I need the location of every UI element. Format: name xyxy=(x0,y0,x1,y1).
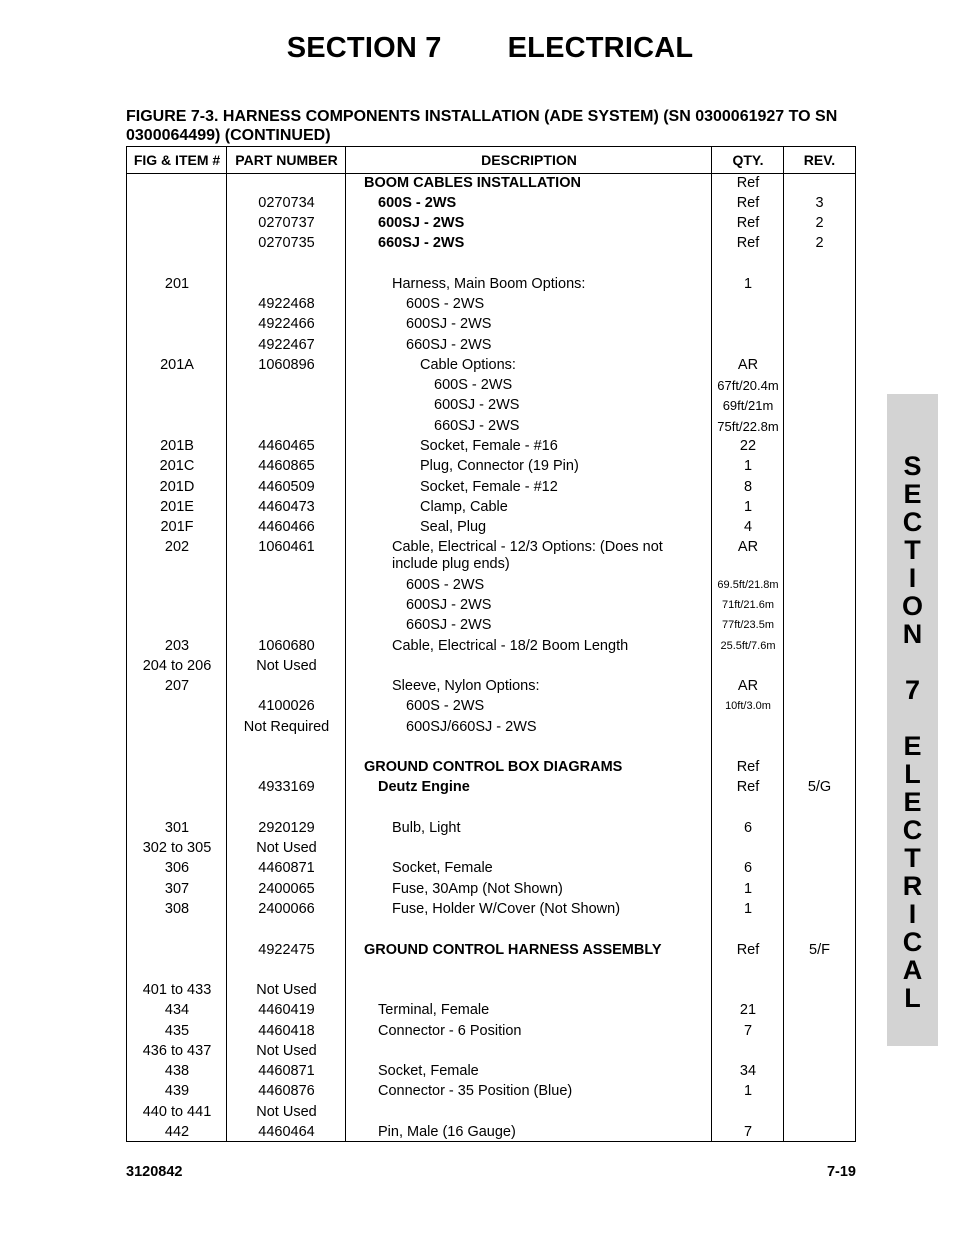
rev-cell: 5/G xyxy=(807,779,832,795)
table-row xyxy=(127,1043,855,1060)
table-row xyxy=(127,759,855,776)
part-number-cell: 4933169 xyxy=(258,779,315,795)
rev-cell xyxy=(784,276,855,293)
description-cell: Sleeve, Nylon Options: xyxy=(392,678,540,694)
item-cell: 442 xyxy=(164,1124,190,1140)
qty-cell: Ref xyxy=(736,759,760,775)
section-heading: SECTION 7 ELECTRICAL xyxy=(286,32,694,64)
rev-cell: 2 xyxy=(815,235,824,251)
rev-cell: 2 xyxy=(815,215,824,231)
part-number-cell xyxy=(227,597,346,614)
qty-cell: Ref xyxy=(736,195,760,211)
part-number-cell xyxy=(227,577,346,594)
item-cell xyxy=(127,942,227,959)
description-cell: 600SJ - 2WS xyxy=(406,316,492,332)
description-cell: Harness, Main Boom Options: xyxy=(392,276,586,292)
item-cell xyxy=(127,316,227,333)
part-number-cell: 2400066 xyxy=(258,901,315,917)
rev-cell xyxy=(784,357,855,374)
side-tab-letter: C xyxy=(902,927,923,957)
rev-cell xyxy=(784,901,855,918)
part-number-cell: Not Used xyxy=(256,658,317,674)
qty-cell: 7 xyxy=(743,1124,753,1140)
table-row xyxy=(127,479,855,496)
part-number-cell: 4100026 xyxy=(258,698,315,714)
part-number-cell: 0270734 xyxy=(258,195,315,211)
item-cell: 203 xyxy=(164,638,190,654)
part-number-cell: 4460465 xyxy=(258,438,315,454)
side-tab-letter: O xyxy=(901,591,923,621)
table-row xyxy=(127,860,855,877)
qty-cell: 1 xyxy=(743,499,753,515)
rev-cell xyxy=(784,438,855,455)
rev-cell xyxy=(784,658,855,675)
qty-cell: 25.5ft/7.6m xyxy=(720,640,776,652)
part-number-cell: 2400065 xyxy=(258,881,315,897)
item-cell xyxy=(127,397,227,414)
item-cell xyxy=(127,215,227,232)
column-header-rev: REV. xyxy=(803,152,836,168)
qty-cell: 1 xyxy=(743,458,753,474)
qty-cell: 77ft/23.5m xyxy=(722,619,774,631)
table-row xyxy=(127,215,855,232)
rev-cell: 3 xyxy=(815,195,824,211)
table-row xyxy=(127,1063,855,1080)
item-cell: 204 to 206 xyxy=(142,658,212,674)
item-cell xyxy=(127,698,227,715)
qty-cell: 75ft/22.8m xyxy=(717,419,779,434)
qty-cell: 10ft/3.0m xyxy=(725,700,771,712)
qty-cell: 8 xyxy=(743,479,753,495)
rev-cell xyxy=(784,982,855,999)
column-header-qty: QTY. xyxy=(732,152,764,168)
item-cell: 434 xyxy=(164,1002,190,1018)
description-cell xyxy=(346,840,712,857)
item-cell: 436 to 437 xyxy=(142,1043,212,1059)
table-row xyxy=(127,942,855,959)
item-cell: 201B xyxy=(160,438,194,454)
qty-cell: 67ft/20.4m xyxy=(717,378,779,393)
qty-cell: Ref xyxy=(736,215,760,231)
section-side-tab xyxy=(887,394,938,1046)
description-cell: 600SJ - 2WS xyxy=(434,397,520,413)
rev-cell xyxy=(784,458,855,475)
part-number-cell: 4460466 xyxy=(258,519,315,535)
rev-cell xyxy=(784,418,855,435)
rev-cell xyxy=(784,678,855,695)
qty-cell: Ref xyxy=(736,942,760,958)
part-number-cell xyxy=(227,678,346,695)
description-cell xyxy=(346,982,712,999)
description-cell: 600S - 2WS xyxy=(378,195,457,211)
rev-cell xyxy=(784,698,855,715)
rev-cell xyxy=(784,759,855,776)
part-number-cell: 0270737 xyxy=(258,215,315,231)
item-cell xyxy=(127,377,227,394)
part-number-cell: Not Used xyxy=(256,1043,317,1059)
rev-cell xyxy=(784,397,855,414)
qty-cell xyxy=(712,982,784,999)
part-number-cell xyxy=(227,759,346,776)
table-row xyxy=(127,577,855,594)
table-row xyxy=(127,719,855,736)
rev-cell xyxy=(784,1104,855,1121)
item-cell: 308 xyxy=(164,901,190,917)
item-cell xyxy=(127,759,227,776)
qty-cell: Ref xyxy=(736,175,760,191)
part-number-cell xyxy=(227,397,346,414)
rev-cell xyxy=(784,377,855,394)
description-cell: Seal, Plug xyxy=(420,519,487,535)
side-tab-letter: T xyxy=(904,535,921,565)
side-tab-letter: A xyxy=(902,955,923,985)
table-row xyxy=(127,779,855,796)
side-tab-letter: L xyxy=(904,759,921,789)
item-cell xyxy=(127,195,227,212)
document-number: 3120842 xyxy=(126,1164,183,1180)
table-row xyxy=(127,235,855,252)
column-header-item: FIG & ITEM # xyxy=(133,152,221,168)
table-row xyxy=(127,458,855,475)
rev-cell xyxy=(784,1124,855,1141)
description-cell: Bulb, Light xyxy=(392,820,461,836)
side-tab-letter: E xyxy=(903,731,922,761)
qty-cell: 69ft/21m xyxy=(722,398,774,413)
side-tab-letter: N xyxy=(902,619,923,649)
item-cell xyxy=(127,296,227,313)
item-cell xyxy=(127,337,227,354)
item-cell: 440 to 441 xyxy=(142,1104,212,1120)
side-tab-letter: I xyxy=(908,899,917,929)
side-tab-letter: C xyxy=(902,815,923,845)
item-cell: 207 xyxy=(164,678,190,694)
part-number-cell: Not Used xyxy=(256,840,317,856)
qty-cell: 6 xyxy=(743,860,753,876)
part-number-cell: Not Used xyxy=(256,982,317,998)
part-number-cell: 4460418 xyxy=(258,1023,315,1039)
rev-cell xyxy=(784,337,855,354)
table-row xyxy=(127,175,855,192)
part-number-cell: 4460876 xyxy=(258,1083,315,1099)
item-cell: 307 xyxy=(164,881,190,897)
description-cell: Clamp, Cable xyxy=(420,499,508,515)
side-tab-letter: E xyxy=(903,787,922,817)
item-cell xyxy=(127,235,227,252)
figure-title: FIGURE 7-3. HARNESS COMPONENTS INSTALLATION (ADE SYSTEM) (SN 0300061927 TO SN 0300064499) (CONTINUED) xyxy=(126,108,838,144)
table-row xyxy=(127,1002,855,1019)
item-cell: 201D xyxy=(159,479,195,495)
description-cell: Socket, Female - #12 xyxy=(420,479,558,495)
description-cell: Cable Options: xyxy=(420,357,516,373)
part-number-cell: 0270735 xyxy=(258,235,315,251)
item-cell: 439 xyxy=(164,1083,190,1099)
qty-cell: 71ft/21.6m xyxy=(722,599,774,611)
side-tab-letter: C xyxy=(902,507,923,537)
description-cell: GROUND CONTROL HARNESS ASSEMBLY xyxy=(364,942,662,958)
table-header xyxy=(127,147,855,174)
qty-cell: 1 xyxy=(743,901,753,917)
side-tab-letter: 7 xyxy=(904,675,921,705)
table-row xyxy=(127,195,855,212)
description-cell: Terminal, Female xyxy=(378,1002,490,1018)
description-cell: Fuse, Holder W/Cover (Not Shown) xyxy=(392,901,621,917)
description-cell: 660SJ - 2WS xyxy=(406,617,492,633)
table-row xyxy=(127,296,855,313)
part-number-cell: 1060680 xyxy=(258,638,315,654)
description-cell xyxy=(346,1043,712,1060)
description-cell: Cable, Electrical - 18/2 Boom Length xyxy=(392,638,629,654)
item-cell: 202 xyxy=(164,539,190,555)
part-number-cell: 4460464 xyxy=(258,1124,315,1140)
qty-cell: AR xyxy=(737,678,759,694)
part-number-cell: 4922468 xyxy=(258,296,315,312)
part-number-cell: 4460419 xyxy=(258,1002,315,1018)
part-number-cell: Not Required xyxy=(243,719,330,735)
description-cell: 600SJ/660SJ - 2WS xyxy=(406,719,537,735)
side-tab-letter: E xyxy=(903,479,922,509)
table-row xyxy=(127,499,855,516)
part-number-cell: 4460865 xyxy=(258,458,315,474)
description-cell: Deutz Engine xyxy=(378,779,470,795)
item-cell: 302 to 305 xyxy=(142,840,212,856)
part-number-cell xyxy=(227,418,346,435)
rev-cell xyxy=(784,1043,855,1060)
qty-cell: 7 xyxy=(743,1023,753,1039)
table-row xyxy=(127,1083,855,1100)
item-cell xyxy=(127,577,227,594)
table-row xyxy=(127,337,855,354)
rev-cell xyxy=(784,479,855,496)
table-row xyxy=(127,597,855,614)
rev-cell xyxy=(784,499,855,516)
part-number-cell: Not Used xyxy=(256,1104,317,1120)
rev-cell xyxy=(784,539,855,573)
description-cell: BOOM CABLES INSTALLATION xyxy=(364,175,581,191)
rev-cell xyxy=(784,175,855,192)
column-header-description: DESCRIPTION xyxy=(481,152,577,168)
parts-table xyxy=(126,146,856,1142)
description-cell: Plug, Connector (19 Pin) xyxy=(420,458,579,474)
rev-cell xyxy=(784,881,855,898)
rev-cell xyxy=(784,840,855,857)
qty-cell: 1 xyxy=(743,1083,753,1099)
description-cell: Socket, Female xyxy=(378,1063,479,1079)
description-cell: GROUND CONTROL BOX DIAGRAMS xyxy=(364,759,623,775)
item-cell xyxy=(127,617,227,634)
item-cell xyxy=(127,719,227,736)
qty-cell: 1 xyxy=(743,881,753,897)
table-row xyxy=(127,658,855,675)
part-number-cell: 4460871 xyxy=(258,1063,315,1079)
qty-cell: 22 xyxy=(739,438,757,454)
item-cell: 401 to 433 xyxy=(142,982,212,998)
description-cell xyxy=(346,1104,712,1121)
qty-cell: 4 xyxy=(743,519,753,535)
part-number-cell: 4460871 xyxy=(258,860,315,876)
item-cell xyxy=(127,779,227,796)
description-cell: 660SJ - 2WS xyxy=(378,235,465,251)
rev-cell xyxy=(784,1023,855,1040)
qty-cell: 21 xyxy=(739,1002,757,1018)
table-row xyxy=(127,397,855,414)
part-number-cell: 1060896 xyxy=(258,357,315,373)
page-number: 7-19 xyxy=(826,1164,856,1180)
description-cell: 600SJ - 2WS xyxy=(378,215,465,231)
part-number-cell: 4922475 xyxy=(258,942,315,958)
description-cell: Connector - 6 Position xyxy=(378,1023,522,1039)
table-row xyxy=(127,438,855,455)
description-cell xyxy=(346,658,712,675)
table-row xyxy=(127,698,855,715)
qty-cell xyxy=(712,658,784,675)
part-number-cell: 2920129 xyxy=(258,820,315,836)
qty-cell xyxy=(712,719,784,736)
rev-cell xyxy=(784,1002,855,1019)
table-row xyxy=(127,519,855,536)
table-row xyxy=(127,276,855,293)
rev-cell xyxy=(784,519,855,536)
table-row xyxy=(127,1104,855,1121)
description-cell: Cable, Electrical - 12/3 Options: (Does not include plug ends) xyxy=(392,539,663,572)
side-tab-letter: S xyxy=(903,451,922,481)
item-cell xyxy=(127,418,227,435)
part-number-cell: 4922466 xyxy=(258,316,315,332)
side-tab-letter: I xyxy=(908,563,917,593)
rev-cell xyxy=(784,638,855,655)
item-cell: 201F xyxy=(160,519,194,535)
description-cell: Socket, Female - #16 xyxy=(420,438,558,454)
item-cell: 438 xyxy=(164,1063,190,1079)
part-number-cell: 4922467 xyxy=(258,337,315,353)
description-cell: Fuse, 30Amp (Not Shown) xyxy=(392,881,563,897)
qty-cell: Ref xyxy=(736,235,760,251)
item-cell: 306 xyxy=(164,860,190,876)
description-cell: 660SJ - 2WS xyxy=(406,337,492,353)
rev-cell xyxy=(784,316,855,333)
qty-cell xyxy=(712,337,784,354)
table-row xyxy=(127,357,855,374)
qty-cell xyxy=(712,296,784,313)
qty-cell: 6 xyxy=(743,820,753,836)
description-cell: Connector - 35 Position (Blue) xyxy=(378,1083,573,1099)
rev-cell xyxy=(784,860,855,877)
part-number-cell: 4460509 xyxy=(258,479,315,495)
part-number-cell: 1060461 xyxy=(258,539,315,555)
table-row xyxy=(127,377,855,394)
part-number-cell xyxy=(227,617,346,634)
item-cell xyxy=(127,175,227,192)
description-cell: 660SJ - 2WS xyxy=(434,418,520,434)
qty-cell: AR xyxy=(737,357,759,373)
rev-cell xyxy=(784,296,855,313)
item-cell xyxy=(127,597,227,614)
item-cell: 301 xyxy=(164,820,190,836)
description-cell: 600S - 2WS xyxy=(406,577,485,593)
table-row xyxy=(127,840,855,857)
table-row xyxy=(127,881,855,898)
table-row xyxy=(127,1124,855,1141)
rev-cell: 5/F xyxy=(809,942,830,958)
item-cell: 201E xyxy=(160,499,194,515)
description-cell: 600S - 2WS xyxy=(406,296,485,312)
rev-cell xyxy=(784,577,855,594)
description-cell: Pin, Male (16 Gauge) xyxy=(378,1124,516,1140)
side-tab-letter: T xyxy=(904,843,921,873)
table-row xyxy=(127,316,855,333)
side-tab-letter: L xyxy=(904,983,921,1013)
qty-cell: AR xyxy=(737,539,759,555)
item-cell: 435 xyxy=(164,1023,190,1039)
qty-cell: 1 xyxy=(743,276,753,292)
rev-cell xyxy=(784,719,855,736)
table-row xyxy=(127,982,855,999)
qty-cell xyxy=(712,316,784,333)
description-cell: Socket, Female xyxy=(392,860,493,876)
rev-cell xyxy=(784,597,855,614)
part-number-cell xyxy=(227,175,346,192)
part-number-cell xyxy=(227,377,346,394)
part-number-cell xyxy=(227,276,346,293)
item-cell: 201C xyxy=(159,458,195,474)
table-row xyxy=(127,617,855,634)
table-row xyxy=(127,539,855,573)
qty-cell xyxy=(712,840,784,857)
description-cell: 600S - 2WS xyxy=(406,698,485,714)
table-row xyxy=(127,820,855,837)
column-header-part-number: PART NUMBER xyxy=(235,152,338,168)
qty-cell xyxy=(712,1043,784,1060)
qty-cell: Ref xyxy=(736,779,760,795)
qty-cell: 34 xyxy=(739,1063,757,1079)
rev-cell xyxy=(784,617,855,634)
qty-cell: 69.5ft/21.8m xyxy=(717,579,779,591)
table-row xyxy=(127,638,855,655)
table-row xyxy=(127,418,855,435)
rev-cell xyxy=(784,1063,855,1080)
rev-cell xyxy=(784,1083,855,1100)
item-cell: 201A xyxy=(160,357,194,373)
description-cell: 600SJ - 2WS xyxy=(406,597,492,613)
side-tab-letter: R xyxy=(902,871,923,901)
rev-cell xyxy=(784,820,855,837)
description-cell: 600S - 2WS xyxy=(434,377,513,393)
qty-cell xyxy=(712,1104,784,1121)
table-row xyxy=(127,1023,855,1040)
part-number-cell: 4460473 xyxy=(258,499,315,515)
item-cell: 201 xyxy=(164,276,190,292)
table-row xyxy=(127,678,855,695)
table-row xyxy=(127,901,855,918)
